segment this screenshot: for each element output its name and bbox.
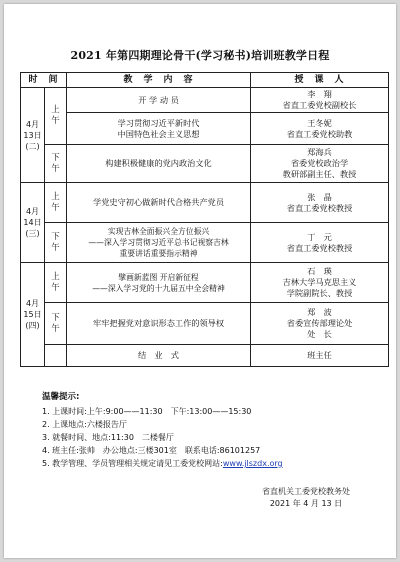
period-am (45, 183, 67, 223)
signature-date: 2021 年 4 月 13 日 (269, 499, 343, 508)
date-day: 13日 (23, 130, 42, 140)
period-empty (45, 345, 67, 367)
content-cell (67, 303, 251, 345)
content-line: 开 学 动 员 (138, 94, 179, 105)
lecturer-name: 丁 元 (307, 231, 332, 242)
website-link[interactable]: www.jlszdx.org (222, 459, 283, 468)
lecturer-title: 教研部副主任、教授 (282, 169, 357, 179)
period-pm (45, 303, 67, 345)
document-page (4, 4, 396, 558)
lecturer-name: 石 瑛 (307, 266, 332, 276)
lecturer-name: 张 晶 (307, 191, 332, 202)
day-date-cell (21, 263, 45, 367)
notice-item: 4. 班主任:张帅 办公地点:三楼301室 联系电话:86101257 (42, 446, 261, 455)
content-line: ——深入学习贯彻习近平总书记视察吉林 (88, 238, 229, 247)
date-month: 4月 (25, 207, 40, 216)
lecturer-title: 处 长 (307, 329, 332, 339)
content-cell (67, 183, 251, 223)
content-line: 实现吉林全面振兴全方位振兴 (107, 227, 210, 236)
lecturer-name: 郑 波 (307, 307, 332, 317)
date-weekday: (三) (25, 229, 40, 238)
period-am (45, 88, 67, 145)
period-pm (45, 223, 67, 263)
table-row (21, 88, 389, 113)
date-month: 4月 (25, 119, 40, 129)
lecturer-cell (251, 345, 389, 367)
date-day: 14日 (23, 218, 42, 227)
period-label: 上午 (51, 271, 60, 293)
header-content: 教 学 内 容 (67, 73, 251, 88)
period-label: 下午 (51, 152, 60, 174)
lecturer-name: 班主任 (307, 350, 332, 360)
document-title: 2021 年第四期理论骨干(学习秘书)培训班教学日程 (70, 49, 330, 62)
table-row (21, 263, 389, 303)
header-time: 时 间 (21, 73, 67, 88)
lecturer-name: 李 翔 (307, 89, 332, 99)
period-pm (45, 145, 67, 183)
lecturer-title: 省直工委党校助教 (286, 128, 353, 139)
lecturer-title: 学院副院长、教授 (286, 288, 353, 298)
date-day: 15日 (23, 310, 42, 319)
signature-block (226, 486, 386, 510)
lecturer-title: 省委宣传部理论处 (286, 318, 353, 328)
period-am (45, 263, 67, 303)
day-date-cell (21, 88, 45, 183)
content-cell (67, 88, 251, 113)
content-line: 牢牢把握党对意识形态工作的领导权 (93, 318, 225, 328)
period-label: 上午 (51, 105, 60, 126)
date-weekday: (二) (25, 141, 40, 151)
lecturer-cell (251, 303, 389, 345)
notice-item: 1. 上课时间:上午:9:00——11:30 下午:13:00——15:30 (42, 407, 252, 416)
notice-item: 3. 就餐时间、地点:11:30 二楼餐厅 (42, 433, 174, 442)
lecturer-cell (251, 183, 389, 223)
content-line: 学党史守初心做新时代合格共产党员 (93, 197, 225, 207)
lecturer-cell (251, 263, 389, 303)
table-row (21, 145, 389, 183)
header-lecturer: 授 课 人 (251, 73, 389, 88)
lecturer-title: 省委党校政治学 (290, 158, 349, 168)
content-cell (67, 113, 251, 145)
schedule-table (20, 72, 389, 367)
lecturer-name: 郑海兵 (307, 147, 332, 157)
content-cell (67, 223, 251, 263)
lecturer-cell (251, 223, 389, 263)
notice-item: 2. 上课地点:六楼报告厅 (42, 420, 127, 429)
lecturer-cell (251, 113, 389, 145)
notice-item (42, 457, 382, 470)
table-row (21, 345, 389, 367)
date-month: 4月 (25, 299, 40, 308)
notice-title: 温馨提示: (42, 392, 80, 402)
content-line: 中国特色社会主义思想 (117, 128, 200, 139)
content-line: 擘画新蓝图 开启新征程 (118, 272, 199, 282)
content-line: 重要讲话重要指示精神 (119, 249, 198, 258)
lecturer-cell (251, 145, 389, 183)
content-cell (67, 345, 251, 367)
table-row (21, 183, 389, 223)
content-line: ——深入学习党的十九届五中全会精神 (92, 283, 225, 293)
day-date-cell (21, 183, 45, 263)
lecturer-name: 王冬妮 (307, 117, 332, 128)
period-label: 下午 (51, 231, 60, 253)
content-line: 构建积极健康的党内政治文化 (105, 158, 212, 168)
table-row (21, 303, 389, 345)
notice-section (42, 390, 382, 470)
content-line: 结 业 式 (138, 350, 179, 360)
content-line: 学习贯彻习近平新时代 (117, 117, 200, 128)
period-label: 上午 (51, 191, 60, 213)
table-row (21, 223, 389, 263)
table-header-row (21, 73, 389, 88)
content-cell (67, 145, 251, 183)
notice-item-text: 5. 教学管理、学员管理相关规定请见工委党校网站: (42, 459, 223, 468)
date-weekday: (四) (25, 321, 40, 330)
lecturer-title: 省直工委党校副校长 (282, 100, 357, 110)
table-row (21, 113, 389, 145)
lecturer-title: 省直工委党校教授 (286, 202, 353, 213)
period-label: 下午 (51, 312, 60, 334)
lecturer-title: 省直工委党校教授 (286, 242, 353, 253)
lecturer-cell (251, 88, 389, 113)
signature-org: 省直机关工委党校教务处 (262, 487, 350, 496)
content-cell (67, 263, 251, 303)
lecturer-title: 吉林大学马克思主义 (282, 277, 357, 287)
